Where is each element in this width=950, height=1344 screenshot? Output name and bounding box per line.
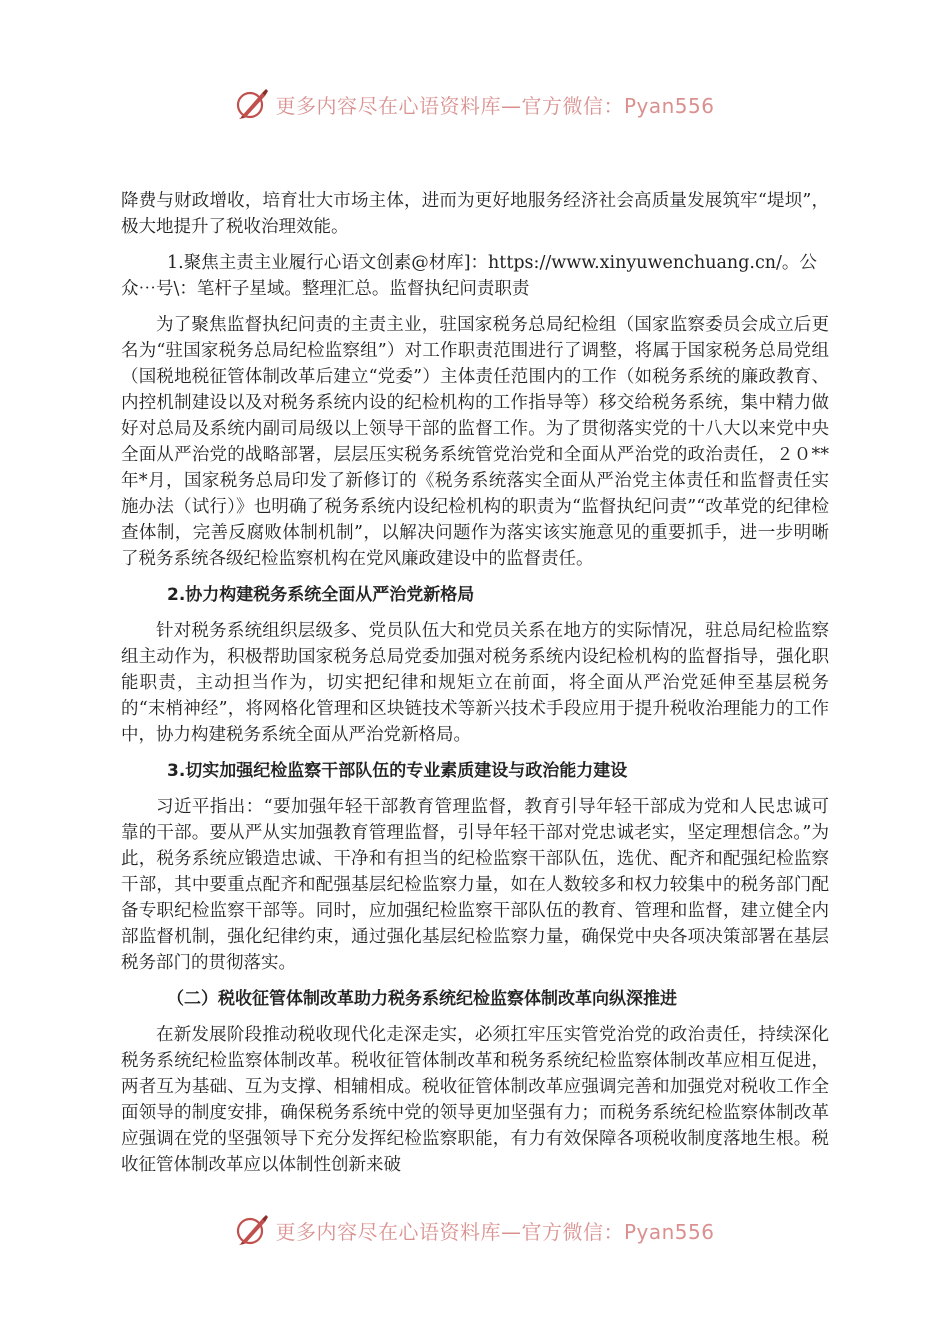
banner-text: 更多内容尽在心语资料库—官方微信：Pyan556 [275, 93, 715, 118]
pen-quill-logo-icon [235, 87, 269, 121]
footer-banner [0, 1210, 950, 1250]
section-heading-3: 3.切实加强纪检监察干部队伍的专业素质建设与政治能力建设 [167, 761, 628, 781]
paragraph: 在新发展阶段推动税收现代化走深走实，必须扛牢压实管党治党的政治责任，持续深化税务系统纪检监察体制改革。税收征管体制改革和税务系统纪检监察体制改革应相互促进，两者互为基础、互为支撑、相辅相成。税收征管体制改革应强调完善和加强党对税收工作全面领导的制度安排，确保税务系统中党的领导更加坚强有力；而税务系统纪检监察体制改革应强调在党的坚强领导下充分发挥纪检监察职能，有力有效保障各项税收制度落地生根。税收征管体制改革应以体制性创新来破 [121, 1025, 829, 1175]
paragraph: 为了聚焦监督执纪问责的主责主业，驻国家税务总局纪检组（国家监察委员会成立后更名为“驻国家税务总局纪检监察组”）对工作职责范围进行了调整，将属于国家税务总局党组（国税地税征管体制改革后建立“党委”）主体责任范围内的工作（如税务系统的廉政教育、内控机制建设以及对税务系统内设的纪检机构的工作指导等）移交给税务系统，集中精力做好对总局及系统内副司局级以上领导干部的监督工作。为了贯彻落实党的十八大以来党中央全面从严治党的战略部署，层层压实税务系统管党治党和全面从严治党的政治责任，２０**年*月，国家税务总局印发了新修订的《税务系统落实全面从严治党主体责任和监督责任实施办法（试行）》也明确了税务系统内设纪检机构的职责为“监督执纪问责”“改革党的纪律检查体制，完善反腐败体制机制”，以解决问题作为落实该实施意见的重要抓手，进一步明晰了税务系统各级纪检监察机构在党风廉政建设中的监督责任。 [121, 315, 829, 569]
paragraph: 针对税务系统组织层级多、党员队伍大和党员关系在地方的实际情况，驻总局纪检监察组主动作为，积极帮助国家税务总局党委加强对税务系统内设纪检机构的监督指导，强化职能职责，主动担当作为，切实把纪律和规矩立在前面，将全面从严治党延伸至基层税务的“末梢神经”，将网格化管理和区块链技术等新兴技术手段应用于提升税收治理能力的工作中，协力构建税务系统全面从严治党新格局。 [121, 621, 829, 745]
numbered-heading-1-line2: 众⋯号\：笔杆子星域。整理汇总。监督执纪问责职责 [121, 279, 530, 299]
paragraph: 习近平指出：“要加强年轻干部教育管理监督，教育引导年轻干部成为党和人民忠诚可靠的干部。要从严从实加强教育管理监督，引导年轻干部对党忠诚老实，坚定理想信念。”为此，税务系统应锻造忠诚、干净和有担当的纪检监察干部队伍，选优、配齐和配强纪检监察干部，其中要重点配齐和配强基层纪检监察力量，如在人数较多和权力较集中的税务部门配备专职纪检监察干部等。同时，应加强纪检监察干部队伍的教育、管理和监督，建立健全内部监督机制，强化纪律约束，通过强化基层纪检监察力量，确保党中央各项决策部署在基层税务部门的贯彻落实。 [121, 797, 829, 973]
document-body [121, 188, 829, 1178]
pen-quill-logo-icon [235, 1213, 269, 1247]
banner-text: 更多内容尽在心语资料库—官方微信：Pyan556 [275, 1219, 715, 1244]
header-banner [0, 84, 950, 124]
section-heading-2: 2.协力构建税务系统全面从严治党新格局 [167, 585, 475, 605]
numbered-heading-1-line1: 1.聚焦主责主业履行心语文创素@材库]：https://www.xinyuwenchuang.cn/。公 [167, 253, 817, 273]
section-heading-major: （二）税收征管体制改革助力税务系统纪检监察体制改革向纵深推进 [167, 989, 677, 1009]
paragraph: 降费与财政增收，培育壮大市场主体，进而为更好地服务经济社会高质量发展筑牢“堤坝”，极大地提升了税收治理效能。 [121, 191, 829, 237]
